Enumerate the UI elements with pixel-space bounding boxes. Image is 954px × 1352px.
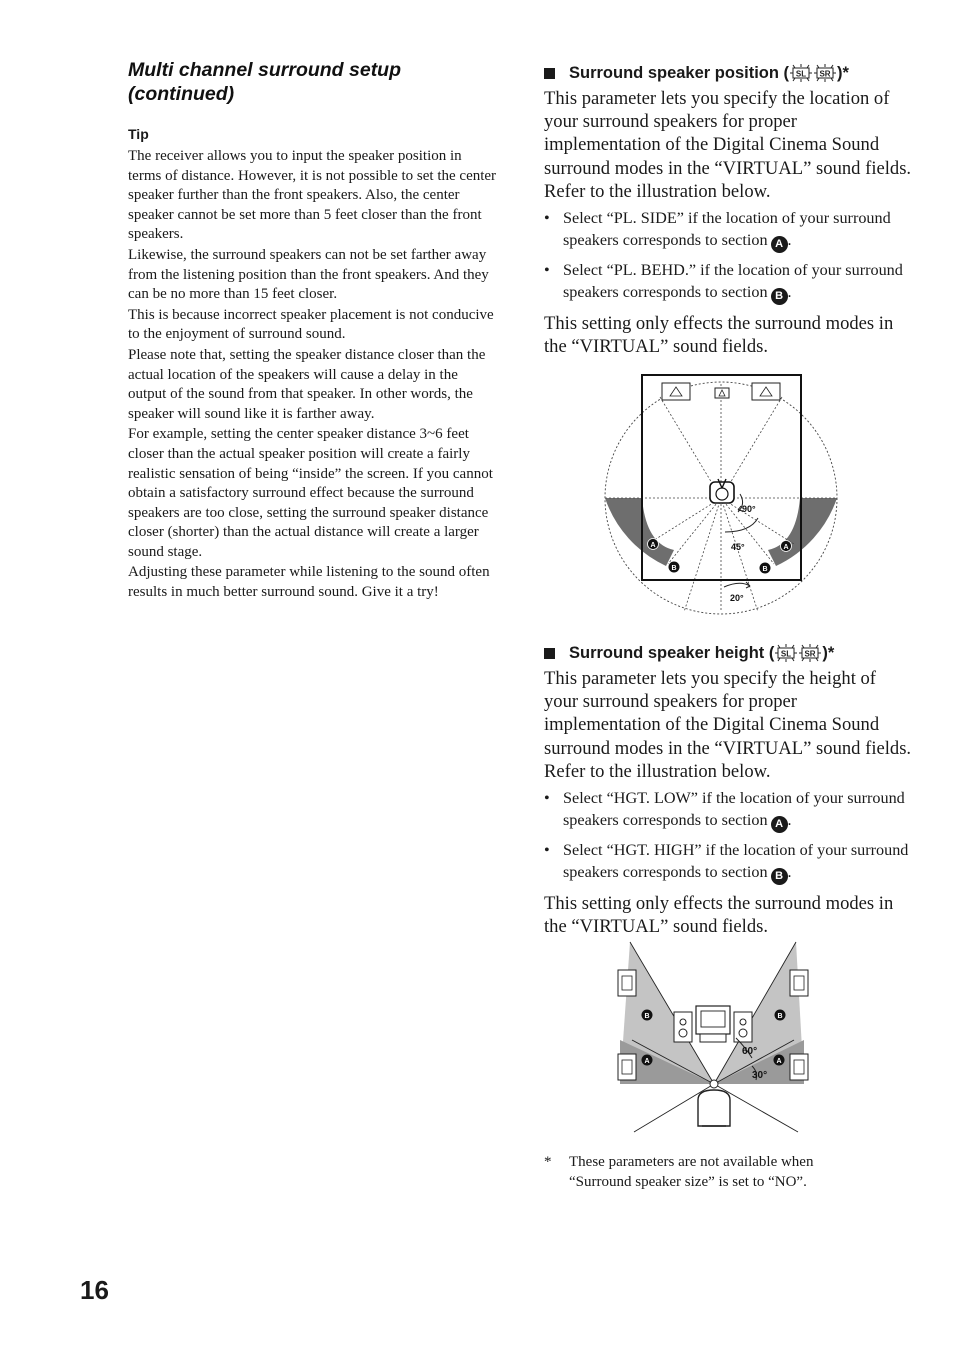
marker-b-right [760, 563, 771, 574]
footnote-text: These parameters are not available when “Surround speaker size” is set to “NO”. [569, 1154, 814, 1190]
angle-20-label: 20° [730, 593, 744, 603]
listener-chair-icon [698, 1080, 730, 1126]
surround-right-high-speaker-icon [790, 970, 808, 996]
angle-30-label: 30° [752, 1070, 768, 1081]
speaker-height-diagram [612, 940, 812, 1136]
tv-icon [696, 1006, 730, 1042]
surround-left-high-speaker-icon [618, 970, 636, 996]
marker-b-right-text: B [762, 566, 768, 573]
tip-paragraph-6: Adjusting these parameter while listening to the sound often results in much better surround sound. Give it a try! [128, 564, 490, 601]
height-intro: This parameter lets you specify the height of your surround speakers for proper implementation of the Digital Cinema Sound surround modes in the “VIRTUAL” sound fields. Refer to the illustration below. [544, 668, 912, 782]
center-speaker-icon [715, 388, 729, 398]
angle-90-label: 90° [742, 504, 756, 514]
position-intro: This parameter lets you specify the location of your surround speakers for proper implementation of the Digital Cinema Sound surround modes in the “VIRTUAL” sound fields. Refer to the illustration below. [544, 88, 912, 202]
speaker-position-diagram [600, 372, 842, 618]
front-left-speaker-icon [662, 383, 690, 400]
marker-a-right-text: A [776, 1058, 782, 1065]
marker-b-left-text: B [644, 1013, 650, 1020]
title-line-1: Multi channel surround setup [128, 59, 402, 81]
footnote [544, 1152, 874, 1192]
position-option-side: • Select “PL. SIDE” if the location of your surround speakers corresponds to section A . [544, 208, 914, 253]
marker-b-left [642, 1010, 653, 1021]
bullet-glyph: • [544, 260, 550, 279]
tip-label: Tip [128, 126, 149, 142]
marker-a-right [781, 541, 792, 552]
marker-a-right [774, 1055, 785, 1066]
marker-a-left-text: A [650, 542, 656, 549]
square-bullet-icon [544, 68, 555, 79]
title-line-2: (continued) [128, 83, 235, 105]
front-left-speaker-icon [674, 1012, 692, 1042]
angle-45-label: 45° [731, 542, 745, 552]
height-option-high-text: Select “HGT. HIGH” if the location of your surround speakers corresponds to section [563, 840, 909, 881]
sl-icon-text: SL [795, 69, 807, 79]
page-number: 16 [80, 1275, 109, 1305]
square-bullet-icon [544, 648, 555, 659]
tip-paragraph-5: For example, setting the center speaker distance 3~6 feet closer than the actual speaker position will create a fairly realistic sensation of being “inside” the screen. If you cannot obtain a satisfactory surround effect because the surround speakers are too close, setting the surround speaker distance closer (shorter) than the actual distance will create a larger sound stage. [128, 426, 493, 560]
position-heading-end: )* [837, 64, 849, 82]
sl-icon-text: SL [781, 649, 792, 659]
height-option-high: • Select “HGT. HIGH” if the location of your surround speakers corresponds to section B . [544, 840, 914, 885]
surround-left-icon [775, 644, 797, 662]
position-heading [544, 62, 914, 84]
section-b-badge: B [771, 868, 788, 885]
tip-paragraph-2: Likewise, the surround speakers can not be set farther away from the listening position than the front speakers. And they can be no more than 15 feet closer. [128, 246, 489, 303]
bullet-glyph: • [544, 789, 550, 808]
bullet-glyph: • [544, 209, 550, 228]
height-heading-text: Surround speaker height ( [569, 644, 775, 662]
sr-icon-text: SR [804, 649, 816, 659]
position-outro: This setting only effects the surround modes in the “VIRTUAL” sound fields. [544, 312, 894, 357]
bullet-glyph: • [544, 840, 550, 859]
listener-icon [710, 479, 734, 503]
surround-left-low-speaker-icon [618, 1054, 636, 1080]
tip-paragraph-3: This is because incorrect speaker placement is not conducive to the enjoyment of surround sound. [128, 306, 494, 343]
marker-b-left [669, 562, 680, 573]
position-heading-text: Surround speaker position ( [569, 64, 790, 82]
right-column [544, 62, 914, 358]
surround-right-low-speaker-icon [790, 1054, 808, 1080]
height-outro: This setting only effects the surround modes in the “VIRTUAL” sound fields. [544, 892, 894, 937]
section-a-badge: A [771, 816, 788, 833]
page-section-title [128, 58, 498, 106]
section-a-badge: A [771, 236, 788, 253]
height-heading [544, 642, 914, 664]
marker-a-left [642, 1055, 653, 1066]
angle-60-label: 60° [742, 1046, 758, 1057]
surround-right-icon [799, 644, 821, 662]
height-option-low-text: Select “HGT. LOW” if the location of your surround speakers corresponds to section [563, 789, 905, 829]
left-column [128, 58, 498, 604]
height-heading-end: )* [822, 644, 835, 662]
marker-a-right-text: A [783, 544, 789, 551]
position-option-behind-text: Select “PL. BEHD.” if the location of your surround speakers corresponds to section [563, 260, 903, 301]
sr-icon-text: SR [819, 69, 831, 79]
front-right-speaker-icon [752, 383, 780, 400]
marker-a-left-text: A [644, 1058, 650, 1065]
front-right-speaker-icon [734, 1012, 752, 1042]
position-option-side-text: Select “PL. SIDE” if the location of your surround speakers corresponds to section [563, 209, 891, 249]
height-options-list [544, 788, 914, 885]
footnote-marker: * [544, 1154, 552, 1170]
surround-left-icon [790, 64, 812, 82]
height-option-low: • Select “HGT. LOW” if the location of your surround speakers corresponds to section A . [544, 788, 914, 833]
tip-paragraph-1: The receiver allows you to input the speaker position in terms of distance. However, it is not possible to set the center speaker further than the front speakers. Also, the center speaker cannot be set more than 5 feet closer than the front speakers. [128, 148, 497, 243]
section-b-badge: B [771, 288, 788, 305]
marker-b-right-text: B [777, 1013, 783, 1020]
height-section [544, 642, 914, 938]
marker-b-left-text: B [671, 565, 677, 572]
position-option-behind: • Select “PL. BEHD.” if the location of your surround speakers corresponds to section B . [544, 260, 914, 305]
marker-b-right [775, 1010, 786, 1021]
tip-paragraph-4: Please note that, setting the speaker distance closer than the actual location of the speakers will cause a delay in the output of the sound from that speaker. In other words, the speaker will sound like it is farther away. [128, 346, 486, 422]
surround-right-icon [814, 64, 836, 82]
position-options-list [544, 208, 914, 305]
marker-a-left [648, 539, 659, 550]
